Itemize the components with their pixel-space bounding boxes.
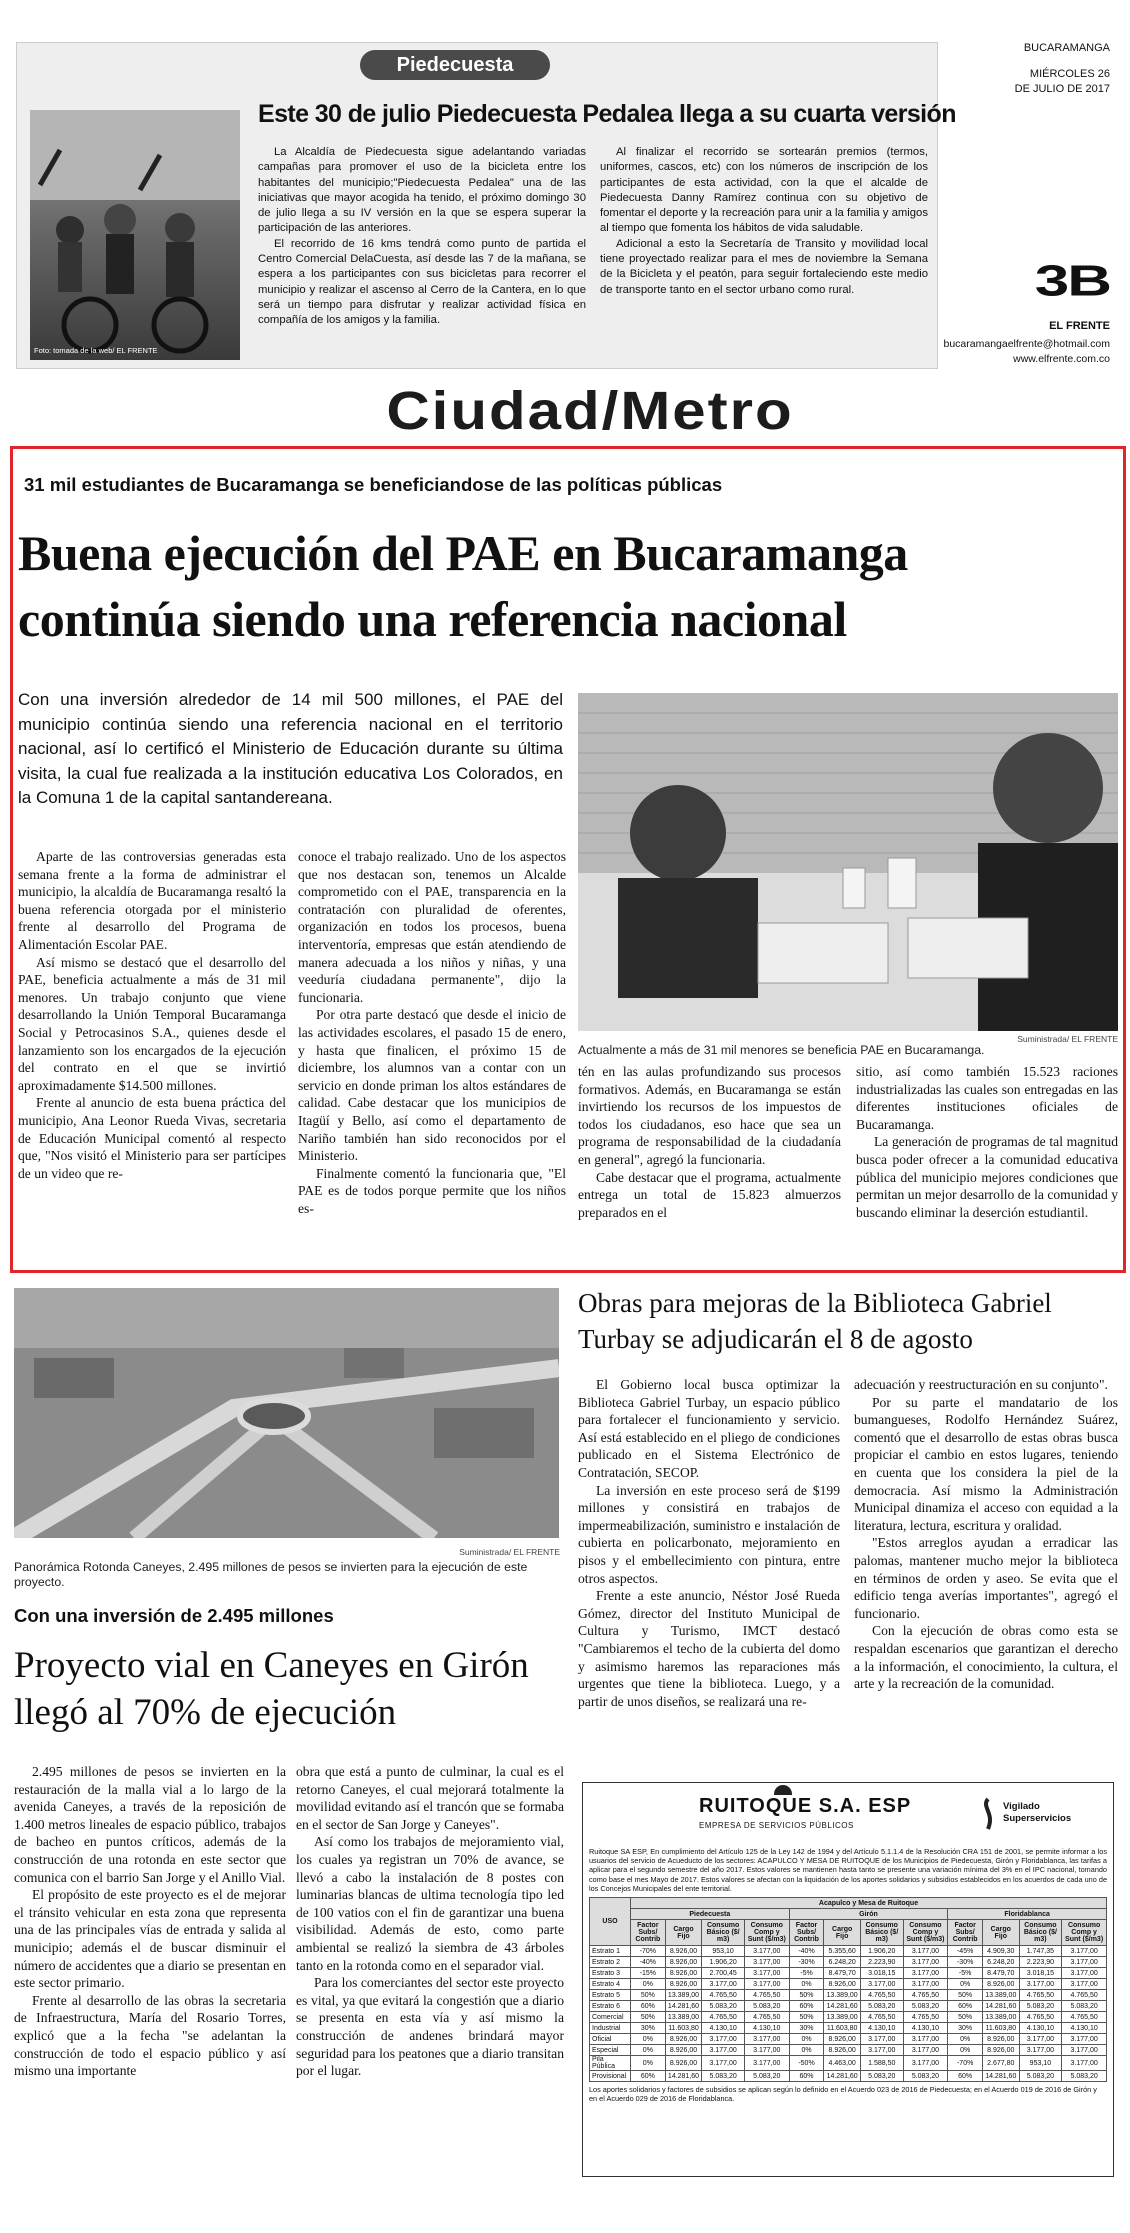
main-article-photo xyxy=(578,693,1118,1031)
rates-cell: 14.281,60 xyxy=(824,2071,861,2082)
rates-cell: 13.389,00 xyxy=(665,1990,702,2001)
header-date-1: MIÉRCOLES 26 xyxy=(1029,68,1110,80)
rates-cell: 3.177,00 xyxy=(903,1957,948,1968)
rates-cell: 8.926,00 xyxy=(983,2034,1020,2045)
rates-cell: 6.248,20 xyxy=(824,1957,861,1968)
top-article-col2: Al finalizar el recorrido se sortearán premios (termos, uniformes, cascos, etc) con los números de inscripción de los participantes de esta actividad, con la que el alcalde de Piedecuesta Danny Ramírez continua con su objetivo de fomentar el deporte y la recreación para unir a la familia y amigos al tiempo que fomenta los hábitos de vida saludable. Adicional a esto la Secretaría de Transito y movilidad local tiene proyectado realizar para el mes de noviembre la Semana de la Bicicleta y el peatón, para seguir fortaleciendo este medio de transporte tanto en el sector urbano como rural. xyxy=(600,146,928,296)
rates-cell: 3.177,00 xyxy=(903,2034,948,2045)
rates-cell: 8.926,00 xyxy=(665,1957,702,1968)
rates-cell: 3.177,00 xyxy=(1062,2045,1107,2056)
road-col-2: obra que está a punto de culminar, la cual es el retorno Caneyes, el cual mejorará totalmente la movilidad evitando así el trancón que se formaba en el sector de San Jorge y Caneyes". Así como los trabajos de mejoramiento vial, los cuales ya registran un 70% de avance, se llevó a cabo la instalación de 8 postes con luminarias blancas de ultima tecnología tipo led de 100 vatios con el fin de garantizar una buena visibilidad. Además de esto, como parte ambiental se realizó la siembra de 43 árboles tanto en la rotonda como en el separador vial. Para los comerciantes del sector este proyecto es vital, ya que evitará la congestión que a diario se presenta en esta vía y así mismo la construcción de andenes brindará mayor seguridad para los peatones que a diario transitan por el lugar. xyxy=(296,1764,564,2079)
rates-cell: 4.463,00 xyxy=(824,2056,861,2071)
rates-cell: 3.018,15 xyxy=(860,1968,903,1979)
rates-cell: 8.926,00 xyxy=(665,1979,702,1990)
rates-cell: -30% xyxy=(789,1957,824,1968)
rates-cell: 14.281,60 xyxy=(665,2071,702,2082)
rates-cell: 3.177,00 xyxy=(903,2045,948,2056)
rates-row xyxy=(590,2045,1107,2056)
rates-cell: 3.177,00 xyxy=(860,1979,903,1990)
rates-cell: 1.747,35 xyxy=(1019,1946,1062,1957)
rates-cell: 11.603,80 xyxy=(665,2023,702,2034)
rates-cell: 3.177,00 xyxy=(702,1979,745,1990)
rates-row xyxy=(590,2034,1107,2045)
rates-cell: 4.765,50 xyxy=(702,1990,745,2001)
rates-cell: 4.130,10 xyxy=(702,2023,745,2034)
rates-cell: -5% xyxy=(948,1968,983,1979)
road-article-photo xyxy=(14,1288,559,1538)
rates-cell: 3.177,00 xyxy=(744,2045,789,2056)
rates-cell: 8.926,00 xyxy=(665,2045,702,2056)
students-eating-image xyxy=(578,693,1118,1031)
rates-row xyxy=(590,2071,1107,2082)
rates-cell: 5.083,20 xyxy=(702,2001,745,2012)
rates-cell: 3.177,00 xyxy=(744,2034,789,2045)
rates-cell: 50% xyxy=(789,1990,824,2001)
rates-row xyxy=(590,1946,1107,1957)
rates-cell: 50% xyxy=(948,1990,983,2001)
library-col-1: El Gobierno local busca optimizar la Biblioteca Gabriel Turbay, un espacio público para fortalecer el funcionamiento y servicio. Así está establecido en el pliego de condiciones publicado en el Sistema Electrónico de Contratación, SECOP. La inversión en este proceso será de $199 millones y consistirá en trabajos de impermeabilización, suministro e instalación de cubierta en policarbonato, mejoramiento en pisos y el embellecimiento con pintura, entre otros aspectos. Frente a este anuncio, Néstor José Rueda Gómez, director del Instituto Municipal de Cultura y Turismo, IMCT destacó "Cambiaremos el techo de la cubierta del domo y asimismo haremos las reparaciones más urgentes que tiene la biblioteca. Luego, y a partir de unos diseños, se realizará una re- xyxy=(578,1377,840,1709)
rates-cell: 5.083,20 xyxy=(744,2001,789,2012)
rates-cell: 3.177,00 xyxy=(744,1946,789,1957)
rates-cell: -45% xyxy=(948,1946,983,1957)
header-city: BUCARAMANGA xyxy=(1023,42,1110,54)
rates-cell: 3.177,00 xyxy=(744,1957,789,1968)
rates-cell: 50% xyxy=(631,2012,666,2023)
road-article-kicker: Con una inversión de 2.495 millones xyxy=(14,1605,334,1626)
rates-table: USO Acapulco y Mesa de Ruitoque Piedecuesta Girón Floridablanca Factor Subs/ Contrib Cargo Fijo Consumo Básico ($/ m3) Consumo Comp y Sunt ($/m3) Factor Subs/ Contrib Cargo Fijo Consumo Básico ($/ m3) Consumo Comp y Sunt ($/m3) Factor Subs/ Contrib Cargo Fijo Consumo Básico ($/ m3) Consumo Comp y Sunt ($/m3) Estrato 1 -70% 8.926,00 953,10 3.177,00 -40% 5.355,60 1.906,20 3.177,00 -45% 4.909,30 1.747,35 3.177,00 Estrato 2 -40% 8.926,00 1.906,20 3.177,00 -30% 6.248,20 2.223,90 3.177,00 -30% 6.248,20 2.223,90 3.177,00 Estrato 3 -15% 8.926,00 2.700,45 3.177,00 -5% 8.479,70 3.018,15 3.177,00 -5% 8.479,70 3.018,15 3.177,00 Estrato 4 0% 8.926,00 3.177,00 3.177,00 0% 8.926,00 3.177,00 3.177,00 0% 8.926,00 3.177,00 3.177,00 Estrato 5 50% 13.389,00 4.765,50 4.765,50 50% 13.389,00 4.765,50 4.765,50 50% 13.389,00 4.765,50 4.765,50 Estrato 6 60% 14.281,60 5.083,20 5.083,20 60% 14.281,60 5.083,20 5.083,20 60% 14.281,60 5.083,20 5.083,20 Comercial 50% 13.389,00 4.765,50 4.765,50 50% 13.389,00 4.765,50 4.765,50 50% 13.389,00 4.765,50 4.765,50 Industrial 30% 11.603,80 4.130,10 4.130,10 30% 11.603,80 4.130,10 4.130,10 30% 11.603,80 4.130,10 4.130,10 Oficial 0% 8.926,00 3.177,00 3.177,00 0% 8.926,00 3.177,00 3.177,00 0% 8.926,00 3.177,00 3.177,00 Especial 0% 8.926,00 3.177,00 3.177,00 0% 8.926,00 3.177,00 3.177,00 0% 8.926,00 3.177,00 3.177,00 Pila Pública 0% 8.926,00 3.177,00 3.177,00 -50% 4.463,00 1.588,50 3.177,00 -70% 2.677,80 953,10 3.177,00 Provisional 60% 14.281,60 5.083,20 5.083,20 60% 14.281,60 5.083,20 5.083,20 60% 14.281,60 5.083,20 5.083,20 xyxy=(589,1897,1107,2082)
rates-cell: 5.083,20 xyxy=(702,2071,745,2082)
main-article-headline-2: continúa siendo una referencia nacional xyxy=(18,591,847,647)
rates-row xyxy=(590,1968,1107,1979)
rates-row xyxy=(590,1957,1107,1968)
rates-cell: 3.177,00 xyxy=(1019,2045,1062,2056)
rates-cell: 4.765,50 xyxy=(702,2012,745,2023)
rates-cell: -70% xyxy=(631,1946,666,1957)
rates-row xyxy=(590,2001,1107,2012)
ruitoque-ad xyxy=(582,1782,1114,2177)
rates-cell: 14.281,60 xyxy=(983,2071,1020,2082)
rates-cell: 5.083,20 xyxy=(1019,2071,1062,2082)
rates-cell: 3.018,15 xyxy=(1019,1968,1062,1979)
rates-cell: 3.177,00 xyxy=(1062,1946,1107,1957)
rates-cell: 8.926,00 xyxy=(824,2034,861,2045)
rates-row-label: Provisional xyxy=(590,2071,631,2082)
rates-cell: 3.177,00 xyxy=(744,1968,789,1979)
rates-cell: 60% xyxy=(948,2071,983,2082)
top-article-photo xyxy=(30,110,240,360)
rates-cell: -70% xyxy=(948,2056,983,2071)
rates-cell: 4.765,50 xyxy=(903,1990,948,2001)
rates-cell: 3.177,00 xyxy=(1019,1979,1062,1990)
rates-cell: 3.177,00 xyxy=(903,2056,948,2071)
rates-cell: 8.926,00 xyxy=(665,1946,702,1957)
rates-row xyxy=(590,1979,1107,1990)
rates-cell: -30% xyxy=(948,1957,983,1968)
ruitoque-emblem-icon xyxy=(774,1785,792,1795)
rates-cell: 0% xyxy=(789,1979,824,1990)
rates-cell: 0% xyxy=(631,1979,666,1990)
rates-cell: 3.177,00 xyxy=(1062,1968,1107,1979)
rates-row xyxy=(590,2023,1107,2034)
rates-cell: 13.389,00 xyxy=(983,1990,1020,2001)
rates-cell: 8.926,00 xyxy=(824,2045,861,2056)
main-photo-credit: Suministrada/ EL FRENTE xyxy=(1017,1034,1118,1044)
ruitoque-logo-sub: EMPRESA DE SERVICIOS PÚBLICOS xyxy=(699,1821,854,1830)
rates-cell: 6.248,20 xyxy=(983,1957,1020,1968)
page-number: 3B xyxy=(1034,257,1110,306)
rates-cell: 30% xyxy=(631,2023,666,2034)
rates-cell: 3.177,00 xyxy=(702,2045,745,2056)
road-col-1: 2.495 millones de pesos se invierten en la restauración de la malla vial a lo largo de la avenida Caneyes, a través de la reposición de 1.400 metros lineales de espacio público, trabajos de bacheo en puntos críticos, además de la construcción de una rotonda en este sector que comunica con el barrio San Jorge y el Anillo Vial. El propósito de este proyecto es el de mejorar el tránsito vehicular en esta zona que representa una de las principales vías de entrada y salida al municipio; además el de buscar disminuir el número de accidentes que a diario se presentan en este sector primario. Frente al desarrollo de las obras la secretaria de Infraestructura, María del Rosario Torres, explicó que a la fecha "se adelantan la construcción de todo el espacio público y así mismo una importante xyxy=(14,1764,286,2079)
rates-cell: 8.926,00 xyxy=(824,1979,861,1990)
rates-cell: 3.177,00 xyxy=(744,1979,789,1990)
rates-cell: 5.083,20 xyxy=(860,2001,903,2012)
rates-cell: 14.281,60 xyxy=(983,2001,1020,2012)
rates-cell: 13.389,00 xyxy=(983,2012,1020,2023)
rates-row xyxy=(590,2056,1107,2071)
rates-cell: 60% xyxy=(948,2001,983,2012)
rates-cell: 4.765,50 xyxy=(860,2012,903,2023)
rates-cell: 4.765,50 xyxy=(860,1990,903,2001)
section-title: Ciudad/Metro xyxy=(386,380,794,441)
cyclists-image xyxy=(30,110,240,360)
rates-cell: 50% xyxy=(948,2012,983,2023)
rates-cell: 0% xyxy=(948,2034,983,2045)
rates-row-label: Especial xyxy=(590,2045,631,2056)
rates-cell: 4.765,50 xyxy=(903,2012,948,2023)
rates-cell: 4.130,10 xyxy=(903,2023,948,2034)
rates-cell: 11.603,80 xyxy=(824,2023,861,2034)
rates-cell: 13.389,00 xyxy=(824,1990,861,2001)
rates-cell: 30% xyxy=(948,2023,983,2034)
rates-row xyxy=(590,1990,1107,2001)
header-date-2: DE JULIO DE 2017 xyxy=(1014,83,1110,95)
rates-cell: 3.177,00 xyxy=(903,1946,948,1957)
rates-cell: 13.389,00 xyxy=(824,2012,861,2023)
rates-cell: 4.130,10 xyxy=(860,2023,903,2034)
rates-row-label: Oficial xyxy=(590,2034,631,2045)
rates-cell: -40% xyxy=(789,1946,824,1957)
rates-cell: 1.588,50 xyxy=(860,2056,903,2071)
rates-cell: 3.177,00 xyxy=(903,1968,948,1979)
rates-cell: -50% xyxy=(789,2056,824,2071)
library-col-2: adecuación y reestructuración en su conjunto". Por su parte el mandatario de los bumangueses, Rodolfo Hernández Suárez, comentó que el desarrollo de estas obras busca propiciar el cambio en estos lugares, teniendo en cuenta que los considera la piel de la democracia. Así mismo la Administración Municipal dinamiza el acceso con equidad a la literatura, lectura, escritura y oralidad. "Estos arreglos ayudan a erradicar las palomas, mantener mucho mejor la biblioteca en términos de orden y aseo. Se evita que el edificio tenga averías importantes", agregó el funcionario. Con la ejecución de obras como esta se respaldan escenarios que garantizan el derecho a la información, el conocimiento, la cultura, el arte y la recreación de la comunidad. xyxy=(854,1377,1118,1692)
rates-cell: -40% xyxy=(631,1957,666,1968)
rates-cell: 4.130,10 xyxy=(744,2023,789,2034)
ruitoque-intro: Ruitoque SA ESP, En cumplimiento del Artículo 125 de la Ley 142 de 1994 y del Artículo 5.1.1.4 de la Resolución CRA 151 de 2001, se permite informar a los usuarios del servicio de Acueducto de los sectores: ACAPULCO Y MESA DE RUITOQUE de los Municipios de Piedecuesta, Girón y Floridablanca, las tarifas a aplicar para el segundo semestre del año 2017. Estos valores se mantienen hasta tanto se presente una variación mínima del 3% en el IPC nacional, tomando como base el mes Mayo de 2017. Estos valores se afectan con la liquidación de los aportes solidarios y subsidios establecidos en los acuerdos de cada uno de los Concejos Municipales del ente territorial. xyxy=(589,1847,1107,1893)
rates-row-label: Estrato 6 xyxy=(590,2001,631,2012)
rates-cell: 14.281,60 xyxy=(824,2001,861,2012)
main-photo-caption: Actualmente a más de 31 mil menores se beneficia PAE en Bucaramanga. xyxy=(578,1043,985,1057)
rates-cell: 953,10 xyxy=(1019,2056,1062,2071)
rates-cell: 8.926,00 xyxy=(665,2034,702,2045)
rates-cell: 4.130,10 xyxy=(1062,2023,1107,2034)
rates-cell: -15% xyxy=(631,1968,666,1979)
road-photo-caption: Panorámica Rotonda Caneyes, 2.495 millones de pesos se invierten para la ejecución de este proyecto. xyxy=(14,1560,528,1589)
rates-cell: 953,10 xyxy=(702,1946,745,1957)
rates-cell: 0% xyxy=(789,2045,824,2056)
superservicios-label: Superservicios xyxy=(1003,1813,1072,1824)
rates-cell: 8.926,00 xyxy=(665,1968,702,1979)
rates-cell: 50% xyxy=(789,2012,824,2023)
rates-cell: 0% xyxy=(789,2034,824,2045)
rates-cell: 3.177,00 xyxy=(744,2056,789,2071)
top-photo-credit: Foto: tomada de la web/ EL FRENTE xyxy=(34,346,158,355)
rates-cell: 3.177,00 xyxy=(702,2034,745,2045)
rates-cell: 4.765,50 xyxy=(744,1990,789,2001)
rates-table-body xyxy=(590,1946,1107,2082)
rates-row-label: Industrial xyxy=(590,2023,631,2034)
rates-cell: 5.083,20 xyxy=(744,2071,789,2082)
rates-cell: -5% xyxy=(789,1968,824,1979)
rates-row-label: Estrato 1 xyxy=(590,1946,631,1957)
rates-cell: 2.223,90 xyxy=(860,1957,903,1968)
library-article-headline: Obras para mejoras de la Biblioteca Gabriel Turbay se adjudicarán el 8 de agosto xyxy=(578,1288,1052,1354)
rates-cell: 50% xyxy=(631,1990,666,2001)
superservicios-icon xyxy=(979,1797,997,1831)
rates-cell: 3.177,00 xyxy=(1062,1979,1107,1990)
rates-cell: 8.479,70 xyxy=(983,1968,1020,1979)
rates-cell: 0% xyxy=(948,1979,983,1990)
rates-cell: 11.603,80 xyxy=(983,2023,1020,2034)
paper-website[interactable]: www.elfrente.com.co xyxy=(1013,353,1110,365)
rates-cell: 3.177,00 xyxy=(860,2045,903,2056)
rates-cell: 13.389,00 xyxy=(665,2012,702,2023)
rates-row-label: Comercial xyxy=(590,2012,631,2023)
rates-cell: 4.765,50 xyxy=(744,2012,789,2023)
rates-row-label: Estrato 3 xyxy=(590,1968,631,1979)
rates-cell: 4.765,50 xyxy=(1062,1990,1107,2001)
main-article-lead: Con una inversión alrededor de 14 mil 500 millones, el PAE del municipio continúa siendo una referencia nacional en el territorio nacional, así lo certificó el Ministerio de Educación durante su última visita, la cual fue realizada a la institución educativa Los Colorados, en la Comuna 1 de la capital santandereana. xyxy=(18,690,563,807)
main-col-1: Aparte de las controversias generadas esta semana frente a la forma de administrar el municipio, la alcaldía de Bucaramanga resaltó la buena referencia otorgada por el ministerio frente al desarrollo del Programa de Alimentación Escolar PAE. Así mismo se destacó que el desarrollo del PAE, beneficia actualmente a más de 31 mil menores. Un trabajo conjunto que viene desarrollando la Unión Temporal Bucaramanga Social y Petrocasinos S.A., quienes desde el lanzamiento son los encargados de la ejecución del contrato en el que se invirtió aproximadamente $14.500 millones. Frente al anuncio de esta buena práctica del municipio, Ana Leonor Rueda Vivas, secretaria de Educación Municipal comentó al respecto que, "Nos visitó el Ministerio para ser partícipes de un video que re- xyxy=(18,849,286,1181)
rates-cell: 5.083,20 xyxy=(1019,2001,1062,2012)
top-article-col1: La Alcaldía de Piedecuesta sigue adelantando variadas campañas para promover el uso de la bicicleta entre los habitantes del municipio;"Piedecuesta Pedalea" una de las iniciativas que mayor acogida ha tenido, el próximo domingo 30 de julio llega a su IV versión en la que se espera superar la participación de las anteriores. El recorrido de 16 kms tendrá como punto de partida el Centro Comercial DelaCuesta, así desde las 7 de la mañana, se espera a los participantes con sus bicicletas para recorrer el municipio y realizar el ascenso al Cerro de la Cantera, en lo que será un tiempo para disfrutar y realizar actividad física en compañía de los amigos y la familia. xyxy=(258,146,586,327)
ruitoque-logo: RUITOQUE S.A. ESP xyxy=(699,1795,912,1817)
rates-cell: 4.909,30 xyxy=(983,1946,1020,1957)
rates-row-label: Estrato 5 xyxy=(590,1990,631,2001)
rates-cell: 2.700,45 xyxy=(702,1968,745,1979)
rates-cell: 5.083,20 xyxy=(860,2071,903,2082)
rates-cell: 3.177,00 xyxy=(1062,2056,1107,2071)
rates-cell: 60% xyxy=(631,2001,666,2012)
rates-cell: 5.083,20 xyxy=(1062,2001,1107,2012)
rates-cell: 5.083,20 xyxy=(1062,2071,1107,2082)
rates-cell: 8.926,00 xyxy=(983,1979,1020,1990)
rates-cell: 30% xyxy=(789,2023,824,2034)
road-photo-credit: Suministrada/ EL FRENTE xyxy=(459,1547,560,1557)
rates-cell: 0% xyxy=(631,2045,666,2056)
rates-row-label: Estrato 2 xyxy=(590,1957,631,1968)
rates-cell: 4.765,50 xyxy=(1019,1990,1062,2001)
rates-cell: 8.926,00 xyxy=(665,2056,702,2071)
paper-name: EL FRENTE xyxy=(1049,320,1110,332)
rates-cell: 60% xyxy=(631,2071,666,2082)
rates-cell: 3.177,00 xyxy=(903,1979,948,1990)
rates-cell: 3.177,00 xyxy=(702,2056,745,2071)
rates-cell: 2.677,80 xyxy=(983,2056,1020,2071)
aerial-roundabout-image xyxy=(14,1288,559,1538)
rates-row-label: Estrato 4 xyxy=(590,1979,631,1990)
rates-cell: 3.177,00 xyxy=(1062,1957,1107,1968)
rates-cell: 5.083,20 xyxy=(903,2001,948,2012)
main-article-kicker: 31 mil estudiantes de Bucaramanga se beneficiandose de las políticas públicas xyxy=(24,474,723,495)
rates-row xyxy=(590,2012,1107,2023)
rates-cell: 2.223,90 xyxy=(1019,1957,1062,1968)
rates-cell: 8.479,70 xyxy=(824,1968,861,1979)
vigilado-label: Vigilado xyxy=(1003,1801,1040,1812)
rates-cell: 8.926,00 xyxy=(983,2045,1020,2056)
road-article-headline: Proyecto vial en Caneyes en Girón llegó al 70% de ejecución xyxy=(14,1645,529,1733)
rates-cell: 60% xyxy=(789,2001,824,2012)
section-tab-piedecuesta: Piedecuesta xyxy=(360,50,550,80)
rates-row-label: Pila Pública xyxy=(590,2056,631,2071)
top-article-headline: Este 30 de julio Piedecuesta Pedalea llega a su cuarta versión xyxy=(258,100,956,128)
rates-cell: 3.177,00 xyxy=(1062,2034,1107,2045)
rates-cell: 3.177,00 xyxy=(860,2034,903,2045)
rates-cell: 0% xyxy=(631,2056,666,2071)
rates-cell: 14.281,60 xyxy=(665,2001,702,2012)
main-article-headline-1: Buena ejecución del PAE en Bucaramanga xyxy=(18,525,908,581)
main-col-4: sitio, así como también 15.523 raciones industrializadas las cuales son entregadas en las diferentes instituciones oficiales de Bucaramanga. La generación de programas de tal magnitud busca poder ofrecer a la comunidad educativa pública del municipio mejores condiciones que permitan un mejor desarrollo de la comunidad y buscando eliminar la deserción estudiantil. xyxy=(856,1064,1118,1220)
rates-cell: 4.765,50 xyxy=(1019,2012,1062,2023)
main-col-3: tén en las aulas profundizando sus procesos formativos. Además, en Bucaramanga se están invirtiendo los recursos de los impuestos de todos los ciudadanos, eso hace que sea un programa de responsabilidad de la ciudadanía en general", agregó la funcionaria. Cabe destacar que el programa, actualmente entrega un total de 15.823 almuerzos preparados en el xyxy=(578,1064,841,1220)
rates-cell: 5.083,20 xyxy=(903,2071,948,2082)
rates-cell: 3.177,00 xyxy=(1019,2034,1062,2045)
rates-cell: 0% xyxy=(631,2034,666,2045)
rates-cell: 0% xyxy=(948,2045,983,2056)
rates-cell: 5.355,60 xyxy=(824,1946,861,1957)
main-col-2: conoce el trabajo realizado. Uno de los aspectos que nos destacan son, tenemos un Alcalde comprometido con el PAE, transparencia en la contratación con pluralidad de oferentes, organización en todos los procesos, buena interventoría, empresas que están atendiendo de manera adecuada a los niños y niñas, y una veeduría ciudadana permanente", dijo la funcionaria. Por otra parte destacó que desde el inicio de las actividades escolares, el pasado 15 de enero, y hasta que finalicen, el próximo 15 de diciembre, los alumnos van a contar con un servicio en donde priman los altos estándares de calidad. Cabe destacar que los municipios de Itagüí y Bello, así como el departamento de Nariño también han sido reconocidos por el Ministerio. Finalmente comentó la funcionaria que, "El PAE es de todos porque permite que los niños es- xyxy=(298,849,566,1216)
rates-cell: 4.130,10 xyxy=(1019,2023,1062,2034)
paper-email[interactable]: bucaramangaelfrente@hotmail.com xyxy=(943,338,1110,350)
rates-cell: 60% xyxy=(789,2071,824,2082)
rates-cell: 4.765,50 xyxy=(1062,2012,1107,2023)
rates-cell: 1.906,20 xyxy=(860,1946,903,1957)
rates-cell: 1.906,20 xyxy=(702,1957,745,1968)
ruitoque-footnote: Los aportes solidarios y factores de subsidios se aplican según lo definido en el Acuerdo 023 de 2016 de Piedecuesta; en el Acuerdo 019 de 2016 de Girón y en el Acuerdo 029 de 2016 de Floridablanca. xyxy=(589,2085,1097,2104)
